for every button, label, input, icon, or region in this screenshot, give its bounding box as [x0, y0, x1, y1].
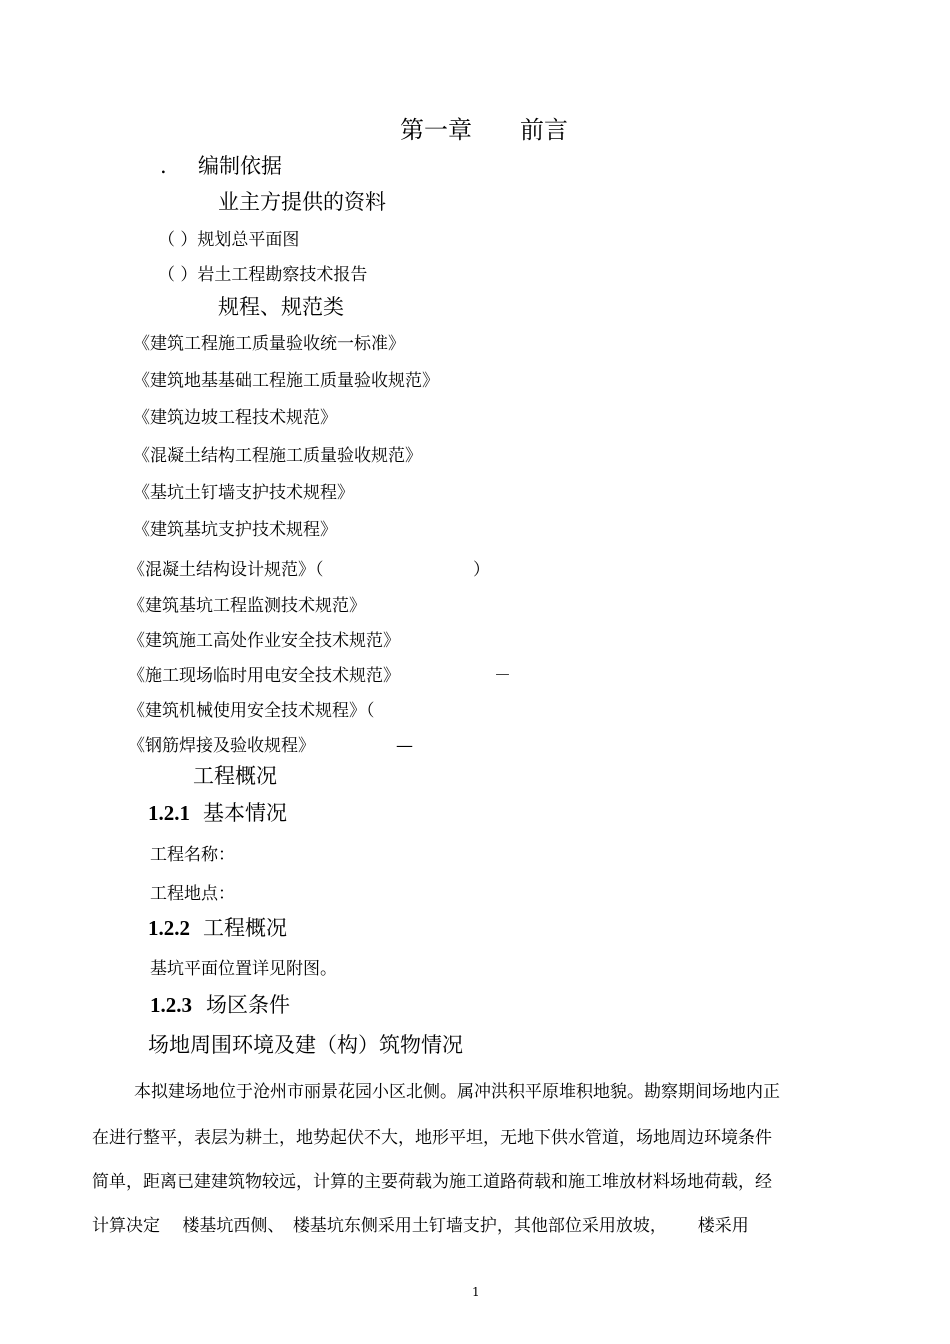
- standard-item: 《建筑基坑支护技术规程》: [133, 520, 337, 540]
- section-1-2-3-title: 场区条件: [206, 993, 290, 1017]
- paragraph-line: 计算决定 楼基坑西侧、 楼基坑东侧采用土钉墙支护，其他部位采用放坡， 楼采用: [92, 1216, 749, 1236]
- standard-item: 《钢筋焊接及验收规程》: [128, 736, 315, 756]
- paragraph-line: 简单，距离已建建筑物较远，计算的主要荷载为施工道路荷载和施工堆放材料场地荷载，经: [92, 1172, 772, 1192]
- standard-item: 《建筑工程施工质量验收统一标准》: [133, 334, 405, 354]
- section-1-1-title: 编制依据: [198, 154, 282, 178]
- owner-item: （ ）规划总平面图: [158, 230, 300, 250]
- standard-dash: －: [494, 666, 511, 686]
- section-1-2-2-number: 1.2.2: [148, 916, 190, 940]
- subsection-owner-materials: 业主方提供的资料: [218, 190, 386, 214]
- page-number: 1: [472, 1285, 480, 1299]
- pit-location-note: 基坑平面位置详见附图。: [150, 959, 337, 979]
- section-1-2-title: 工程概况: [193, 764, 277, 788]
- paragraph-line: 本拟建场地位于沧州市丽景花园小区北侧。属冲洪积平原堆积地貌。勘察期间场地内正: [134, 1082, 780, 1102]
- standard-item: 《建筑基坑工程监测技术规范》: [128, 596, 366, 616]
- standard-item: 《混凝土结构工程施工质量验收规范》: [133, 446, 422, 466]
- standard-dash: —: [396, 736, 413, 756]
- section-1-2-1-number: 1.2.1: [148, 801, 190, 825]
- standard-item: 《建筑边坡工程技术规范》: [133, 408, 337, 428]
- standard-item: 《建筑施工高处作业安全技术规范》: [128, 631, 400, 651]
- paragraph-line: 在进行整平，表层为耕土，地势起伏不大，地形平坦，无地下供水管道，场地周边环境条件: [92, 1128, 772, 1148]
- chapter-title: 第一章 前言: [400, 116, 568, 144]
- project-name-label: 工程名称：: [150, 845, 235, 865]
- section-1-2-1-title: 基本情况: [203, 801, 287, 825]
- standard-close-paren: ）: [473, 560, 490, 580]
- standard-item: 《混凝土结构设计规范》（: [128, 560, 324, 580]
- project-site-label: 工程地点：: [150, 884, 235, 904]
- section-1-2-3-number: 1.2.3: [150, 993, 192, 1017]
- section-1-1-number: .: [160, 154, 167, 178]
- standard-item: 《施工现场临时用电安全技术规范》: [128, 666, 400, 686]
- standard-item: 《建筑地基基础工程施工质量验收规范》: [133, 371, 439, 391]
- owner-item: （ ）岩土工程勘察技术报告: [158, 265, 368, 285]
- section-1-2-2-title: 工程概况: [203, 916, 287, 940]
- subsection-standards: 规程、规范类: [218, 295, 344, 319]
- surroundings-title: 场地周围环境及建（构）筑物情况: [148, 1033, 463, 1057]
- standard-item: 《建筑机械使用安全技术规程》（: [128, 701, 375, 721]
- standard-item: 《基坑土钉墙支护技术规程》: [133, 483, 354, 503]
